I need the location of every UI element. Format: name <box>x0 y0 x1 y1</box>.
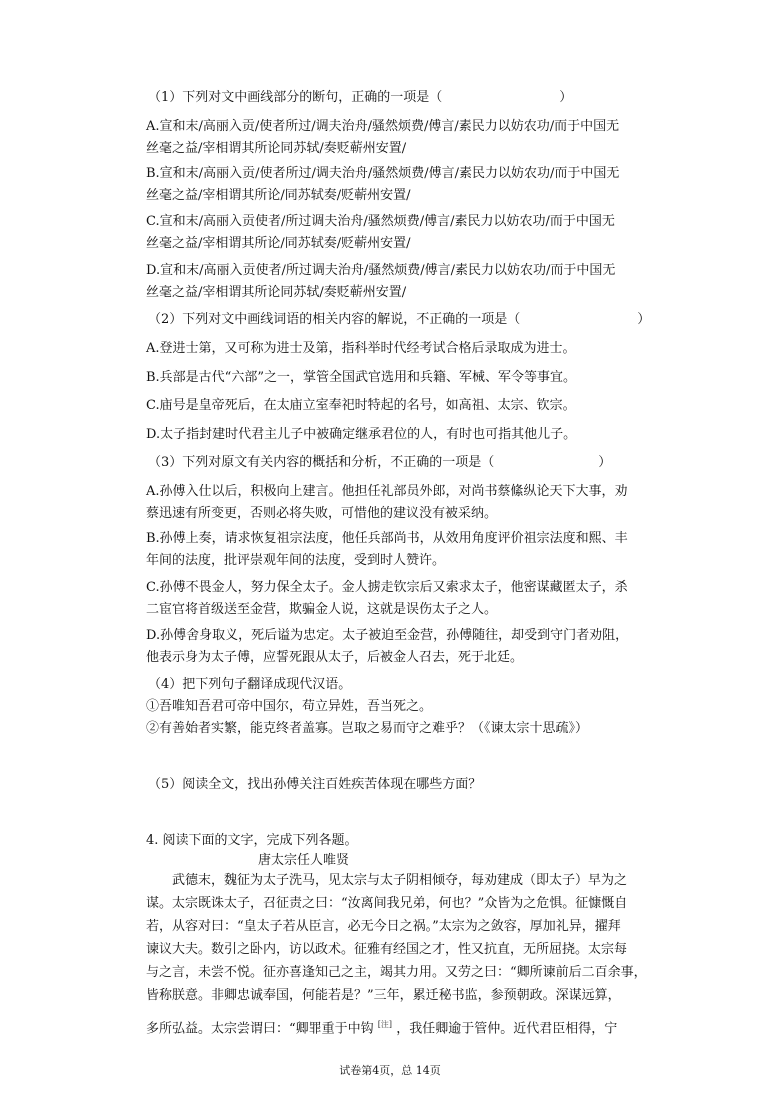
article-title: 唐太宗任人唯贤 <box>258 853 350 868</box>
passage4-heading: 4. 阅读下面的文字，完成下列各题。 <box>146 833 358 848</box>
article-line-7 <box>146 1016 617 1038</box>
q3-option-a-line1: A.孙傅入仕以后，积极向上建言。他担任礼部员外郎，对尚书蔡絛纵论天下大事，劝 <box>146 484 628 499</box>
q1-option-d-line2: 丝毫之益/宰相谓其所论同苏轼/奏贬蕲州安置/ <box>146 285 407 300</box>
article-line-1: 武德末，魏征为太子洗马，见太宗与太子阴相倾夺，每劝建成（即太子）早为之 <box>172 873 628 888</box>
q4-sentence-2: ②有善始者实繁，能克终者盖寡。岂取之易而守之难乎？（《谏太宗十思疏》） <box>146 721 589 736</box>
q3-option-b-line1: B.孙傅上奏，请求恢复祖宗法度，他任兵部尚书，从效用角度评价祖宗法度和熙、丰 <box>146 531 628 546</box>
q1-option-a-line1: A.宣和末/高丽入贡/使者所过/调夫治舟/骚然烦费/傅言/素民力以妨农功/而于中国无 <box>146 119 620 134</box>
q2-option-d: D.太子指封建时代君主儿子中被确定继承君位的人，有时也可指其他儿子。 <box>146 427 577 442</box>
q1-option-c-line1: C.宣和末/高丽入贡使者/所过调夫治舟/骚然烦费/傅言/素民力以妨农功/而于中国无 <box>146 214 615 229</box>
q3-option-d-line2: 他表示身为太子傅，应誓死跟从太子，后被金人召去，死于北廷。 <box>146 650 524 665</box>
article-line-6: 皆称朕意。非卿忠诚奉国，何能若是？”三年，累迁秘书监，参预朝政。深谋远算， <box>146 988 621 1003</box>
article-line-2: 谋。太宗既诛太子，召征责之曰：“汝离间我兄弟，何也？”众皆为之危惧。征慷慨自 <box>146 896 628 911</box>
q3-option-b-line2: 年间的法度，批评崇观年间的法度，受到时人赞许。 <box>146 553 446 568</box>
q2-title: （2）下列对文中画线词语的相关内容的解说，不正确的一项是（ ） <box>148 312 651 327</box>
q4-sentence-1: ①吾唯知吾君可帝中国尔，苟立异姓，吾当死之。 <box>146 699 433 714</box>
article-line-7-part-2: ，我任卿逾于管仲。近代君臣相得，宁 <box>396 1021 618 1037</box>
q4-title: （4）把下列句子翻译成现代汉语。 <box>148 677 352 692</box>
q1-option-c-line2: 丝毫之益/宰相谓其所论/同苏轼奏/贬蕲州安置/ <box>146 236 411 251</box>
q2-option-a: A.登进士第，又可称为进士及第，指科举时代经考试合格后录取成为进士。 <box>146 341 576 356</box>
q1-option-b-line1: B.宣和末/高丽入贡/使者所过/调夫治舟/骚然烦费/傅言/素民力以妨农功/而于中国无 <box>146 166 620 181</box>
article-line-3: 若，从容对曰：“皇太子若从臣言，必无今日之祸。”太宗为之敛容，厚加礼异，擢拜 <box>146 919 621 934</box>
q3-option-a-line2: 蔡迅速有所变更，否则必将失败，可惜他的建议没有被采纳。 <box>146 506 498 521</box>
q3-option-c-line2: 二宦官将首级送至金营，欺骗金人说，这就是误伤太子之人。 <box>146 602 498 617</box>
q2-option-b: B.兵部是古代“六部”之一，掌管全国武官选用和兵籍、军械、军令等事宜。 <box>146 370 576 385</box>
article-line-7-part-1: 多所弘益。太宗尝谓曰：“卿罪重于中钩 <box>146 1021 374 1037</box>
q3-option-c-line1: C.孙傅不畏金人，努力保全太子。金人掳走钦宗后又索求太子，他密谋藏匿太子，杀 <box>146 580 628 595</box>
footnote-marker: [注] <box>377 1020 393 1029</box>
q1-option-b-line2: 丝毫之益/宰相谓其所论/同苏轼奏/贬蕲州安置/ <box>146 188 411 203</box>
q2-option-c: C.庙号是皇帝死后，在太庙立室奉祀时特起的名号，如高祖、太宗、钦宗。 <box>146 398 576 413</box>
article-line-4: 谏议大夫。数引之卧内，访以政术。征雅有经国之才，性又抗直，无所屈挠。太宗每 <box>146 942 628 957</box>
q1-option-a-line2: 丝毫之益/宰相谓其所论同苏轼/奏贬蕲州安置/ <box>146 141 407 156</box>
q1-option-d-line1: D.宣和末/高丽入贡使者/所过调夫治舟/骚然烦费/傅言/素民力以妨农功/而于中国无 <box>146 263 616 278</box>
q3-option-d-line1: D.孙傅舍身取义，死后谥为忠定。太子被迫至金营，孙傅随往，却受到守门者劝阻， <box>146 628 629 643</box>
q3-title: （3）下列对原文有关内容的概括和分析，不正确的一项是（ ） <box>148 455 612 470</box>
q5-title: （5）阅读全文，找出孙傅关注百姓疾苦体现在哪些方面？ <box>148 777 482 792</box>
article-line-5: 与之言，未尝不悦。征亦喜逢知己之主，竭其力用。又劳之曰：“卿所谏前后二百余事， <box>146 965 647 980</box>
q1-title: （1）下列对文中画线部分的断句，正确的一项是（ ） <box>148 90 573 105</box>
page-footer: 试卷第4页，总 14页 <box>339 1064 441 1077</box>
